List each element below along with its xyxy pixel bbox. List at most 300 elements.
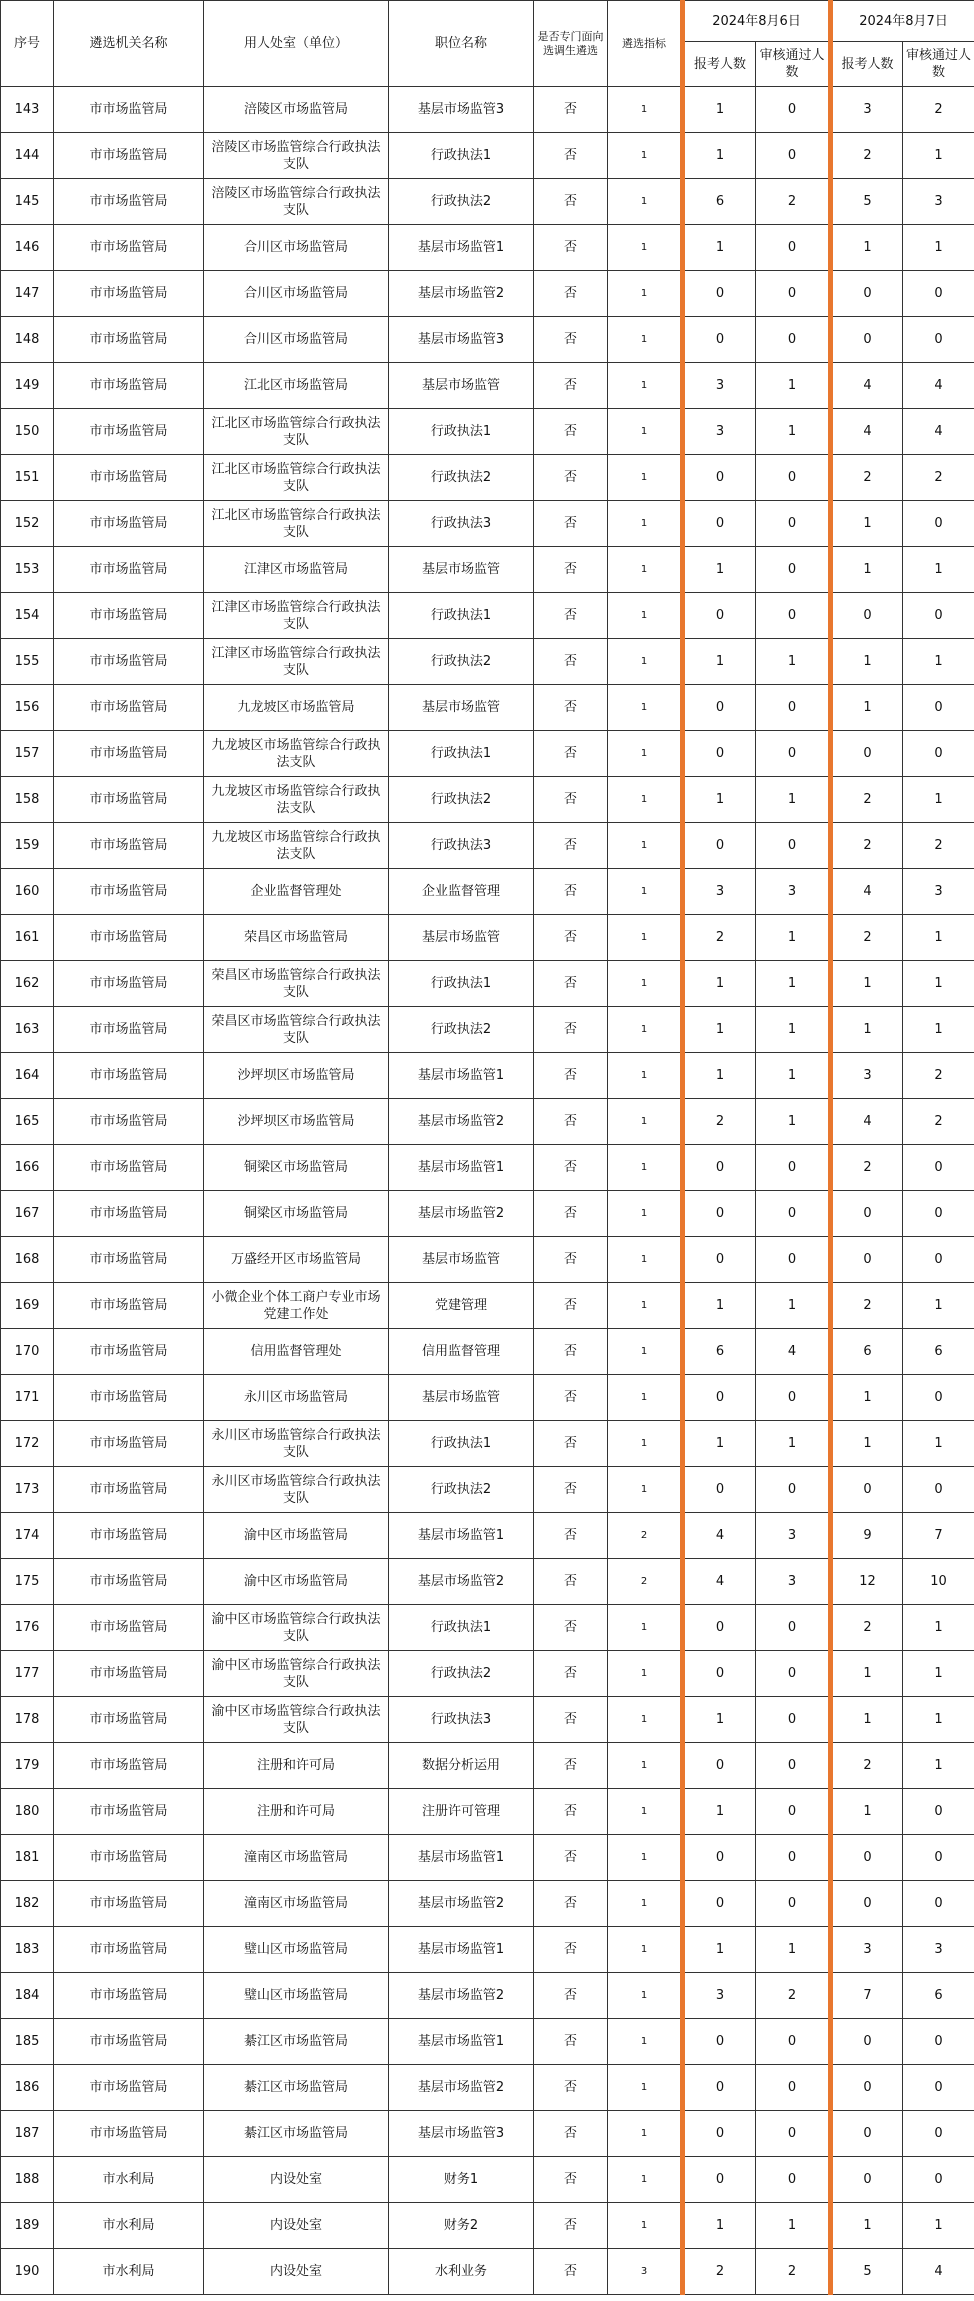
cell-approved-2: 0 [903,501,974,547]
cell-position: 行政执法1 [389,133,534,179]
cell-seq: 151 [1,455,54,501]
header-approved-2: 审核通过人数 [903,42,974,87]
cell-quota: 1 [608,685,683,731]
cell-agency: 市市场监管局 [54,317,204,363]
cell-approved-1: 0 [756,1651,831,1697]
cell-approved-1: 1 [756,1421,831,1467]
table-row [1,1651,974,1697]
cell-seq: 163 [1,1007,54,1053]
cell-seq: 186 [1,2065,54,2111]
cell-applicants-1: 0 [683,685,756,731]
cell-quota: 1 [608,1053,683,1099]
cell-approved-2: 10 [903,1559,974,1605]
cell-seq: 152 [1,501,54,547]
cell-position: 基层市场监管1 [389,1513,534,1559]
cell-quota: 1 [608,915,683,961]
table-row [1,1789,974,1835]
cell-approved-1: 1 [756,1053,831,1099]
cell-applicants-2: 4 [831,869,903,915]
cell-seq: 188 [1,2157,54,2203]
cell-targeted: 否 [534,1053,608,1099]
cell-targeted: 否 [534,1743,608,1789]
cell-agency: 市市场监管局 [54,1743,204,1789]
cell-approved-1: 1 [756,2203,831,2249]
cell-approved-2: 0 [903,1467,974,1513]
cell-position: 数据分析运用 [389,1743,534,1789]
cell-applicants-2: 0 [831,2019,903,2065]
cell-approved-1: 1 [756,961,831,1007]
cell-seq: 146 [1,225,54,271]
table-row [1,271,974,317]
cell-position: 注册许可管理 [389,1789,534,1835]
cell-applicants-2: 1 [831,1007,903,1053]
cell-dept: 永川区市场监管综合行政执法支队 [204,1421,389,1467]
cell-agency: 市市场监管局 [54,409,204,455]
cell-approved-1: 3 [756,1513,831,1559]
cell-seq: 185 [1,2019,54,2065]
cell-quota: 1 [608,133,683,179]
cell-quota: 1 [608,1789,683,1835]
cell-applicants-2: 5 [831,2249,903,2295]
cell-dept: 涪陵区市场监管综合行政执法支队 [204,179,389,225]
cell-agency: 市市场监管局 [54,1513,204,1559]
table-row [1,1283,974,1329]
cell-dept: 内设处室 [204,2203,389,2249]
cell-applicants-2: 1 [831,1375,903,1421]
cell-quota: 1 [608,1605,683,1651]
cell-approved-1: 0 [756,1467,831,1513]
table-row [1,2157,974,2203]
cell-agency: 市市场监管局 [54,1927,204,1973]
cell-applicants-1: 3 [683,363,756,409]
cell-applicants-1: 4 [683,1513,756,1559]
cell-approved-1: 0 [756,731,831,777]
cell-approved-2: 0 [903,1881,974,1927]
header-date-1: 2024年8月6日 [683,1,831,42]
cell-dept: 内设处室 [204,2249,389,2295]
cell-dept: 九龙坡区市场监管综合行政执法支队 [204,731,389,777]
cell-targeted: 否 [534,593,608,639]
cell-applicants-1: 2 [683,2249,756,2295]
cell-position: 基层市场监管1 [389,1053,534,1099]
cell-quota: 3 [608,2249,683,2295]
cell-seq: 171 [1,1375,54,1421]
cell-position: 行政执法1 [389,731,534,777]
cell-agency: 市市场监管局 [54,1375,204,1421]
cell-applicants-2: 1 [831,961,903,1007]
cell-targeted: 否 [534,1697,608,1743]
cell-applicants-1: 0 [683,2111,756,2157]
cell-position: 基层市场监管1 [389,1835,534,1881]
cell-quota: 1 [608,2065,683,2111]
cell-dept: 江津区市场监管综合行政执法支队 [204,639,389,685]
cell-dept: 小微企业个体工商户专业市场党建工作处 [204,1283,389,1329]
header-position: 职位名称 [389,1,534,87]
cell-position: 水利业务 [389,2249,534,2295]
cell-approved-1: 1 [756,639,831,685]
cell-approved-2: 1 [903,961,974,1007]
cell-dept: 永川区市场监管局 [204,1375,389,1421]
cell-seq: 156 [1,685,54,731]
cell-targeted: 否 [534,1789,608,1835]
table-row [1,1237,974,1283]
cell-approved-2: 1 [903,1421,974,1467]
cell-position: 行政执法3 [389,501,534,547]
cell-agency: 市市场监管局 [54,1605,204,1651]
cell-approved-2: 0 [903,2065,974,2111]
cell-targeted: 否 [534,547,608,593]
cell-targeted: 否 [534,409,608,455]
cell-agency: 市市场监管局 [54,1881,204,1927]
cell-applicants-1: 0 [683,1375,756,1421]
cell-approved-2: 0 [903,1191,974,1237]
header-applicants-2: 报考人数 [831,42,903,87]
table-row [1,1467,974,1513]
cell-approved-1: 1 [756,1927,831,1973]
cell-targeted: 否 [534,731,608,777]
cell-approved-1: 1 [756,363,831,409]
cell-seq: 189 [1,2203,54,2249]
table-row [1,1605,974,1651]
cell-targeted: 否 [534,1513,608,1559]
cell-targeted: 否 [534,1651,608,1697]
cell-applicants-1: 3 [683,869,756,915]
cell-approved-1: 0 [756,1191,831,1237]
cell-seq: 173 [1,1467,54,1513]
cell-applicants-1: 0 [683,593,756,639]
table-row [1,823,974,869]
cell-agency: 市市场监管局 [54,1283,204,1329]
cell-approved-1: 0 [756,2157,831,2203]
table-body [1,87,974,2295]
cell-agency: 市市场监管局 [54,869,204,915]
cell-seq: 184 [1,1973,54,2019]
cell-quota: 1 [608,1467,683,1513]
cell-targeted: 否 [534,317,608,363]
cell-quota: 1 [608,1881,683,1927]
header-date-2: 2024年8月7日 [831,1,974,42]
cell-applicants-1: 0 [683,2019,756,2065]
cell-applicants-2: 2 [831,455,903,501]
cell-targeted: 否 [534,133,608,179]
cell-seq: 175 [1,1559,54,1605]
cell-approved-2: 6 [903,1329,974,1375]
cell-approved-1: 1 [756,915,831,961]
cell-quota: 1 [608,1191,683,1237]
cell-quota: 1 [608,179,683,225]
table-row [1,1375,974,1421]
cell-targeted: 否 [534,225,608,271]
cell-agency: 市市场监管局 [54,961,204,1007]
header-dept: 用人处室（单位） [204,1,389,87]
cell-approved-1: 3 [756,869,831,915]
cell-applicants-2: 2 [831,1743,903,1789]
cell-applicants-2: 0 [831,2157,903,2203]
cell-approved-2: 2 [903,455,974,501]
cell-position: 基层市场监管 [389,1237,534,1283]
cell-position: 基层市场监管2 [389,1881,534,1927]
cell-position: 行政执法3 [389,1697,534,1743]
cell-position: 基层市场监管 [389,685,534,731]
cell-agency: 市市场监管局 [54,2111,204,2157]
cell-quota: 1 [608,777,683,823]
table-row [1,501,974,547]
cell-targeted: 否 [534,2203,608,2249]
cell-applicants-1: 1 [683,1789,756,1835]
cell-dept: 内设处室 [204,2157,389,2203]
table-row [1,409,974,455]
cell-agency: 市市场监管局 [54,731,204,777]
cell-agency: 市市场监管局 [54,639,204,685]
cell-applicants-1: 1 [683,1421,756,1467]
cell-dept: 江津区市场监管局 [204,547,389,593]
cell-approved-2: 0 [903,2157,974,2203]
cell-quota: 1 [608,1973,683,2019]
cell-dept: 企业监督管理处 [204,869,389,915]
cell-targeted: 否 [534,2019,608,2065]
cell-approved-1: 1 [756,777,831,823]
cell-targeted: 否 [534,869,608,915]
cell-seq: 145 [1,179,54,225]
cell-targeted: 否 [534,1375,608,1421]
cell-position: 基层市场监管3 [389,87,534,133]
cell-targeted: 否 [534,2065,608,2111]
cell-position: 财务2 [389,2203,534,2249]
cell-quota: 1 [608,271,683,317]
table-row [1,1099,974,1145]
cell-targeted: 否 [534,961,608,1007]
cell-agency: 市市场监管局 [54,179,204,225]
cell-quota: 1 [608,731,683,777]
cell-dept: 万盛经开区市场监管局 [204,1237,389,1283]
cell-approved-2: 0 [903,731,974,777]
cell-approved-1: 2 [756,2249,831,2295]
cell-targeted: 否 [534,1835,608,1881]
cell-position: 基层市场监管2 [389,1559,534,1605]
cell-applicants-2: 0 [831,2065,903,2111]
table-row [1,2019,974,2065]
cell-dept: 江北区市场监管综合行政执法支队 [204,501,389,547]
table-row [1,317,974,363]
cell-quota: 1 [608,593,683,639]
cell-position: 行政执法2 [389,1007,534,1053]
cell-approved-1: 0 [756,2065,831,2111]
cell-approved-2: 1 [903,777,974,823]
cell-agency: 市市场监管局 [54,2019,204,2065]
table-row [1,179,974,225]
cell-approved-1: 1 [756,1007,831,1053]
cell-quota: 1 [608,87,683,133]
cell-approved-2: 6 [903,1973,974,2019]
cell-quota: 1 [608,1697,683,1743]
cell-dept: 荣昌区市场监管局 [204,915,389,961]
cell-agency: 市市场监管局 [54,593,204,639]
cell-position: 行政执法2 [389,639,534,685]
cell-applicants-1: 0 [683,823,756,869]
cell-position: 基层市场监管 [389,915,534,961]
cell-position: 行政执法1 [389,593,534,639]
cell-dept: 合川区市场监管局 [204,271,389,317]
cell-dept: 铜梁区市场监管局 [204,1145,389,1191]
cell-approved-2: 1 [903,1007,974,1053]
cell-seq: 180 [1,1789,54,1835]
cell-quota: 1 [608,1283,683,1329]
cell-targeted: 否 [534,777,608,823]
cell-applicants-1: 0 [683,271,756,317]
table-row [1,1007,974,1053]
cell-dept: 注册和许可局 [204,1789,389,1835]
cell-targeted: 否 [534,1973,608,2019]
cell-position: 基层市场监管 [389,1375,534,1421]
cell-targeted: 否 [534,363,608,409]
cell-applicants-1: 1 [683,87,756,133]
cell-targeted: 否 [534,1467,608,1513]
cell-approved-2: 1 [903,1651,974,1697]
cell-seq: 181 [1,1835,54,1881]
cell-approved-1: 0 [756,2111,831,2157]
cell-seq: 159 [1,823,54,869]
cell-targeted: 否 [534,2111,608,2157]
cell-approved-2: 4 [903,2249,974,2295]
cell-approved-2: 0 [903,1835,974,1881]
cell-position: 行政执法1 [389,1421,534,1467]
cell-agency: 市市场监管局 [54,1697,204,1743]
cell-applicants-1: 2 [683,915,756,961]
cell-dept: 涪陵区市场监管综合行政执法支队 [204,133,389,179]
cell-dept: 渝中区市场监管综合行政执法支队 [204,1697,389,1743]
cell-agency: 市市场监管局 [54,915,204,961]
cell-quota: 1 [608,363,683,409]
cell-applicants-1: 1 [683,1927,756,1973]
cell-applicants-2: 0 [831,1835,903,1881]
cell-approved-1: 0 [756,501,831,547]
cell-position: 基层市场监管1 [389,1927,534,1973]
cell-dept: 渝中区市场监管综合行政执法支队 [204,1605,389,1651]
cell-agency: 市市场监管局 [54,1237,204,1283]
cell-approved-1: 0 [756,2019,831,2065]
cell-applicants-1: 0 [683,1651,756,1697]
table-row [1,1053,974,1099]
cell-seq: 165 [1,1099,54,1145]
cell-position: 基层市场监管 [389,363,534,409]
cell-dept: 注册和许可局 [204,1743,389,1789]
cell-quota: 2 [608,1559,683,1605]
cell-dept: 荣昌区市场监管综合行政执法支队 [204,1007,389,1053]
cell-quota: 1 [608,1743,683,1789]
cell-seq: 147 [1,271,54,317]
cell-applicants-2: 2 [831,133,903,179]
cell-position: 行政执法1 [389,961,534,1007]
table-row [1,1697,974,1743]
cell-applicants-1: 0 [683,1605,756,1651]
cell-applicants-2: 0 [831,1881,903,1927]
cell-position: 基层市场监管1 [389,225,534,271]
cell-seq: 148 [1,317,54,363]
cell-quota: 1 [608,547,683,593]
cell-agency: 市市场监管局 [54,1329,204,1375]
cell-seq: 155 [1,639,54,685]
cell-approved-1: 0 [756,547,831,593]
cell-targeted: 否 [534,1237,608,1283]
cell-approved-2: 4 [903,363,974,409]
cell-agency: 市市场监管局 [54,777,204,823]
cell-applicants-1: 1 [683,133,756,179]
cell-quota: 1 [608,409,683,455]
cell-applicants-1: 3 [683,409,756,455]
cell-applicants-1: 0 [683,1835,756,1881]
cell-position: 基层市场监管3 [389,317,534,363]
table-row [1,593,974,639]
cell-targeted: 否 [534,1605,608,1651]
cell-applicants-1: 1 [683,1697,756,1743]
cell-approved-1: 0 [756,1375,831,1421]
cell-applicants-1: 0 [683,1743,756,1789]
cell-applicants-1: 0 [683,2065,756,2111]
cell-quota: 1 [608,2203,683,2249]
cell-approved-1: 0 [756,87,831,133]
cell-seq: 170 [1,1329,54,1375]
cell-applicants-1: 4 [683,1559,756,1605]
cell-dept: 九龙坡区市场监管局 [204,685,389,731]
cell-agency: 市市场监管局 [54,455,204,501]
cell-approved-2: 0 [903,1375,974,1421]
table-row [1,1191,974,1237]
cell-position: 基层市场监管1 [389,2019,534,2065]
table-row [1,731,974,777]
cell-approved-1: 0 [756,1697,831,1743]
cell-applicants-2: 1 [831,501,903,547]
cell-approved-1: 0 [756,1145,831,1191]
cell-position: 行政执法2 [389,1467,534,1513]
cell-applicants-2: 1 [831,1421,903,1467]
cell-applicants-2: 1 [831,685,903,731]
cell-approved-2: 2 [903,1099,974,1145]
cell-agency: 市市场监管局 [54,87,204,133]
cell-seq: 178 [1,1697,54,1743]
cell-agency: 市市场监管局 [54,1007,204,1053]
cell-quota: 1 [608,317,683,363]
cell-quota: 1 [608,1237,683,1283]
cell-applicants-2: 3 [831,1927,903,1973]
cell-applicants-1: 0 [683,1881,756,1927]
cell-targeted: 否 [534,1191,608,1237]
cell-approved-2: 4 [903,409,974,455]
cell-approved-1: 0 [756,225,831,271]
cell-applicants-2: 12 [831,1559,903,1605]
cell-seq: 144 [1,133,54,179]
cell-position: 基层市场监管 [389,547,534,593]
header-applicants-1: 报考人数 [683,42,756,87]
cell-applicants-1: 0 [683,317,756,363]
cell-agency: 市市场监管局 [54,685,204,731]
cell-applicants-2: 4 [831,409,903,455]
cell-approved-1: 0 [756,823,831,869]
cell-seq: 174 [1,1513,54,1559]
cell-seq: 149 [1,363,54,409]
cell-seq: 167 [1,1191,54,1237]
cell-applicants-1: 6 [683,179,756,225]
cell-seq: 172 [1,1421,54,1467]
table-row [1,961,974,1007]
cell-approved-2: 3 [903,869,974,915]
cell-applicants-2: 0 [831,271,903,317]
cell-targeted: 否 [534,179,608,225]
table-row [1,777,974,823]
cell-seq: 162 [1,961,54,1007]
cell-applicants-2: 4 [831,363,903,409]
cell-seq: 169 [1,1283,54,1329]
cell-applicants-2: 4 [831,1099,903,1145]
